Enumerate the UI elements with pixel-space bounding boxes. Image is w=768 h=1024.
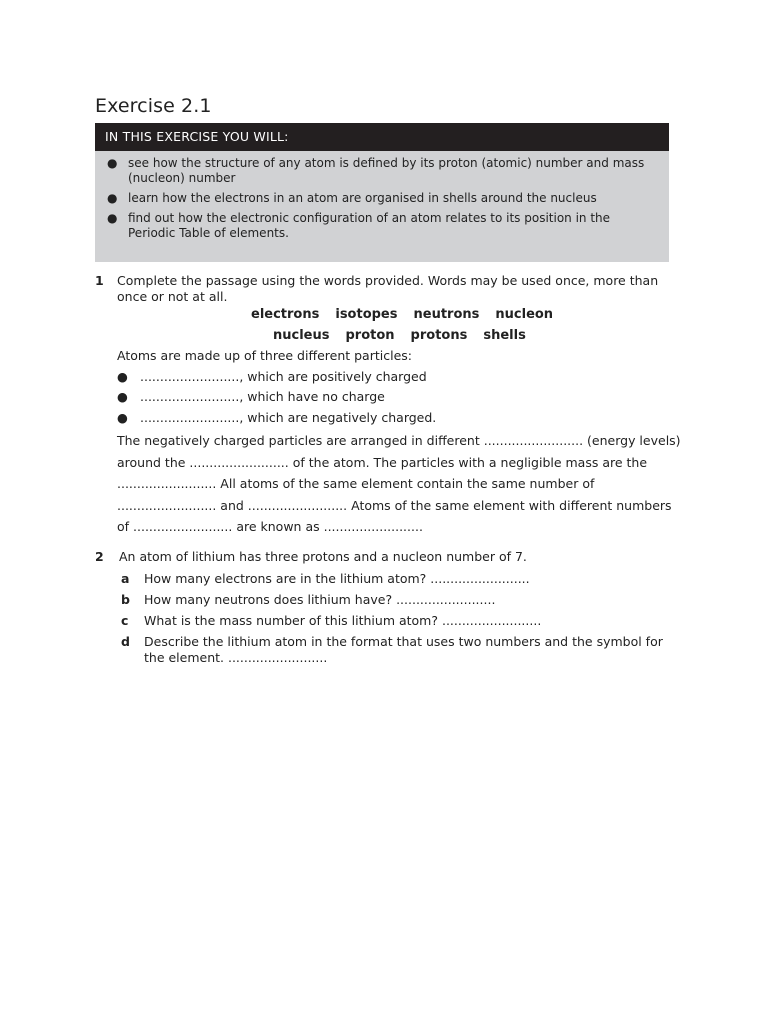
part-label: d — [121, 634, 130, 649]
fill-in-line: ........................., which have no charge — [140, 389, 385, 404]
passage-intro: Atoms are made up of three different particles: — [117, 348, 412, 363]
objective-item — [95, 211, 669, 241]
word-bank-word: nucleon — [495, 307, 554, 322]
objectives-header: IN THIS EXERCISE YOU WILL: — [95, 123, 669, 151]
part-label: b — [121, 592, 130, 607]
part-label: c — [121, 613, 129, 628]
bullet-icon: ● — [117, 389, 128, 404]
part-text: How many neutrons does lithium have? ......................... — [144, 592, 496, 607]
word-bank-row — [251, 307, 553, 322]
part-text: What is the mass number of this lithium atom? ......................... — [144, 613, 542, 628]
word-bank-word: proton — [345, 328, 395, 343]
word-bank-word: isotopes — [335, 307, 398, 322]
part-text: Describe the lithium atom in the format that uses two numbers and the symbol for the element. ......................... — [144, 634, 663, 665]
word-bank-row — [273, 328, 526, 343]
word-bank-word: shells — [483, 328, 526, 343]
fill-in-line: ........................., which are positively charged — [140, 369, 427, 384]
passage-line: ......................... All atoms of the same element contain the same number of — [117, 476, 595, 491]
objectives-list — [95, 151, 669, 262]
objective-item — [95, 191, 669, 206]
objective-item — [95, 156, 669, 186]
passage-line: ......................... and ......................... Atoms of the same element with different numbers — [117, 498, 672, 513]
question-number: 2 — [95, 549, 104, 564]
word-bank-word: neutrons — [413, 307, 480, 322]
word-bank-word: nucleus — [273, 328, 330, 343]
objective-text: see how the structure of any atom is defined by its proton (atomic) number and mass (nucleon) number — [128, 156, 645, 185]
objective-text: learn how the electrons in an atom are organised in shells around the nucleus — [128, 191, 597, 205]
exercise-title: Exercise 2.1 — [95, 95, 212, 117]
objective-text: find out how the electronic configuration of an atom relates to its position in the Periodic Table of elements. — [128, 211, 611, 240]
question-number: 1 — [95, 273, 104, 288]
bullet-icon: ● — [107, 211, 118, 225]
part-text: How many electrons are in the lithium atom? ......................... — [144, 571, 530, 586]
question-prompt: An atom of lithium has three protons and a nucleon number of 7. — [119, 549, 527, 564]
word-bank-word: electrons — [251, 307, 320, 322]
passage-line: of ......................... are known as ......................... — [117, 519, 423, 534]
bullet-icon: ● — [117, 410, 128, 425]
question-prompt: Complete the passage using the words provided. Words may be used once, more than once or not at all. — [117, 273, 659, 304]
passage-line: around the ......................... of the atom. The particles with a negligible mass are the — [117, 455, 648, 470]
passage-line: The negatively charged particles are arranged in different ......................... (energy levels) — [117, 433, 681, 448]
bullet-icon: ● — [107, 156, 118, 170]
objectives-box — [95, 123, 669, 262]
fill-in-line: ........................., which are negatively charged. — [140, 410, 437, 425]
word-bank-word: protons — [410, 328, 468, 343]
bullet-icon: ● — [117, 369, 128, 384]
bullet-icon: ● — [107, 191, 118, 205]
part-label: a — [121, 571, 130, 586]
